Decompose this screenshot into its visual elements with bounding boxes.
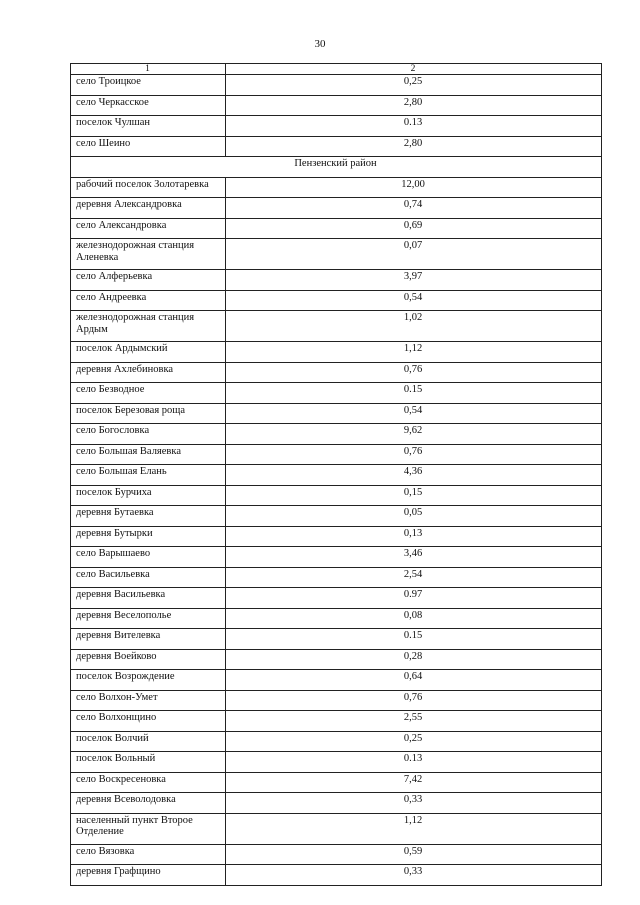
settlement-name: село Волхонщино (71, 711, 226, 732)
table-row (71, 270, 602, 291)
settlement-name: село Троицкое (71, 75, 226, 96)
settlement-value: 0,54 (226, 403, 602, 424)
table-row (71, 290, 602, 311)
settlement-name: железнодорожная станция Аленевка (71, 239, 226, 270)
settlement-name: деревня Графщино (71, 865, 226, 886)
settlement-value: 2,80 (226, 95, 602, 116)
settlement-value: 3,46 (226, 547, 602, 568)
settlement-value: 0,59 (226, 844, 602, 865)
settlement-value: 0,33 (226, 865, 602, 886)
table-row (71, 547, 602, 568)
table-row (71, 311, 602, 342)
settlement-name: село Большая Елань (71, 465, 226, 486)
settlement-name: деревня Всеволодовка (71, 793, 226, 814)
column-header-2: 2 (226, 64, 602, 75)
settlement-name: населенный пункт Второе Отделение (71, 813, 226, 844)
table-row (71, 506, 602, 527)
settlement-name: рабочий поселок Золотаревка (71, 177, 226, 198)
table-row (71, 444, 602, 465)
settlement-value: 0.13 (226, 752, 602, 773)
table-row (71, 711, 602, 732)
settlement-name: деревня Ахлебиновка (71, 362, 226, 383)
settlement-value: 0,54 (226, 290, 602, 311)
settlement-name: поселок Возрождение (71, 670, 226, 691)
settlement-name: поселок Вольный (71, 752, 226, 773)
column-header-1: 1 (71, 64, 226, 75)
table-row (71, 752, 602, 773)
table-row (71, 485, 602, 506)
settlement-table (70, 63, 602, 886)
settlement-value: 0,15 (226, 485, 602, 506)
settlement-value: 0.97 (226, 588, 602, 609)
settlement-value: 1,12 (226, 813, 602, 844)
settlement-name: поселок Березовая роща (71, 403, 226, 424)
settlement-value: 0,76 (226, 690, 602, 711)
table-header-row (71, 64, 602, 75)
settlement-value: 0,08 (226, 608, 602, 629)
settlement-name: поселок Бурчиха (71, 485, 226, 506)
settlement-name: село Шеино (71, 136, 226, 157)
settlement-name: село Варышаево (71, 547, 226, 568)
settlement-value: 0,28 (226, 649, 602, 670)
table-row (71, 690, 602, 711)
table-row (71, 793, 602, 814)
table-row (71, 670, 602, 691)
settlement-name: село Богословка (71, 424, 226, 445)
settlement-name: деревня Бутаевка (71, 506, 226, 527)
settlement-value: 2,80 (226, 136, 602, 157)
settlement-name: деревня Александровка (71, 198, 226, 219)
table-row (71, 813, 602, 844)
table-row (71, 629, 602, 650)
section-row (71, 157, 602, 178)
table-row (71, 383, 602, 404)
settlement-name: деревня Веселополье (71, 608, 226, 629)
table-row (71, 342, 602, 363)
settlement-value: 2,55 (226, 711, 602, 732)
settlement-name: село Андреевка (71, 290, 226, 311)
settlement-value: 1,02 (226, 311, 602, 342)
page-number: 30 (314, 38, 326, 50)
settlement-value: 0,76 (226, 444, 602, 465)
settlement-name: село Волхон-Умет (71, 690, 226, 711)
settlement-name: деревня Васильевка (71, 588, 226, 609)
settlement-name: село Большая Валяевка (71, 444, 226, 465)
settlement-name: деревня Вителевка (71, 629, 226, 650)
settlement-name: село Васильевка (71, 567, 226, 588)
settlement-name: деревня Бутырки (71, 526, 226, 547)
settlement-name: поселок Чулшан (71, 116, 226, 137)
table-row (71, 465, 602, 486)
table-row (71, 239, 602, 270)
settlement-name: село Воскресеновка (71, 772, 226, 793)
settlement-name: село Безводное (71, 383, 226, 404)
settlement-value: 4,36 (226, 465, 602, 486)
table-row (71, 198, 602, 219)
table-row (71, 608, 602, 629)
settlement-value: 0,76 (226, 362, 602, 383)
settlement-name: село Вязовка (71, 844, 226, 865)
settlement-value: 0.13 (226, 116, 602, 137)
table-row (71, 731, 602, 752)
table-row (71, 567, 602, 588)
settlement-name: село Черкасское (71, 95, 226, 116)
table-row (71, 649, 602, 670)
settlement-name: деревня Воейково (71, 649, 226, 670)
table-row (71, 772, 602, 793)
settlement-value: 3,97 (226, 270, 602, 291)
settlement-value: 2,54 (226, 567, 602, 588)
table-row (71, 526, 602, 547)
settlement-value: 1,12 (226, 342, 602, 363)
table-row (71, 177, 602, 198)
section-title: Пензенский район (71, 157, 602, 178)
table-row (71, 218, 602, 239)
settlement-name: поселок Ардымский (71, 342, 226, 363)
settlement-value: 0,25 (226, 731, 602, 752)
settlement-value: 0.15 (226, 383, 602, 404)
table-row (71, 403, 602, 424)
table-row (71, 424, 602, 445)
table-row (71, 116, 602, 137)
settlement-value: 9,62 (226, 424, 602, 445)
settlement-name: село Александровка (71, 218, 226, 239)
table-row (71, 75, 602, 96)
settlement-value: 0,74 (226, 198, 602, 219)
settlement-name: поселок Волчий (71, 731, 226, 752)
settlement-value: 0,64 (226, 670, 602, 691)
settlement-value: 0,69 (226, 218, 602, 239)
settlement-value: 0,05 (226, 506, 602, 527)
settlement-name: железнодорожная станция Ардым (71, 311, 226, 342)
settlement-value: 7,42 (226, 772, 602, 793)
settlement-name: село Алферьевка (71, 270, 226, 291)
table-row (71, 95, 602, 116)
settlement-value: 0,25 (226, 75, 602, 96)
settlement-value: 0.15 (226, 629, 602, 650)
table-row (71, 865, 602, 886)
settlement-value: 0,13 (226, 526, 602, 547)
settlement-value: 12,00 (226, 177, 602, 198)
settlement-value: 0,07 (226, 239, 602, 270)
table-row (71, 588, 602, 609)
table-row (71, 136, 602, 157)
table-row (71, 362, 602, 383)
table-row (71, 844, 602, 865)
settlement-value: 0,33 (226, 793, 602, 814)
